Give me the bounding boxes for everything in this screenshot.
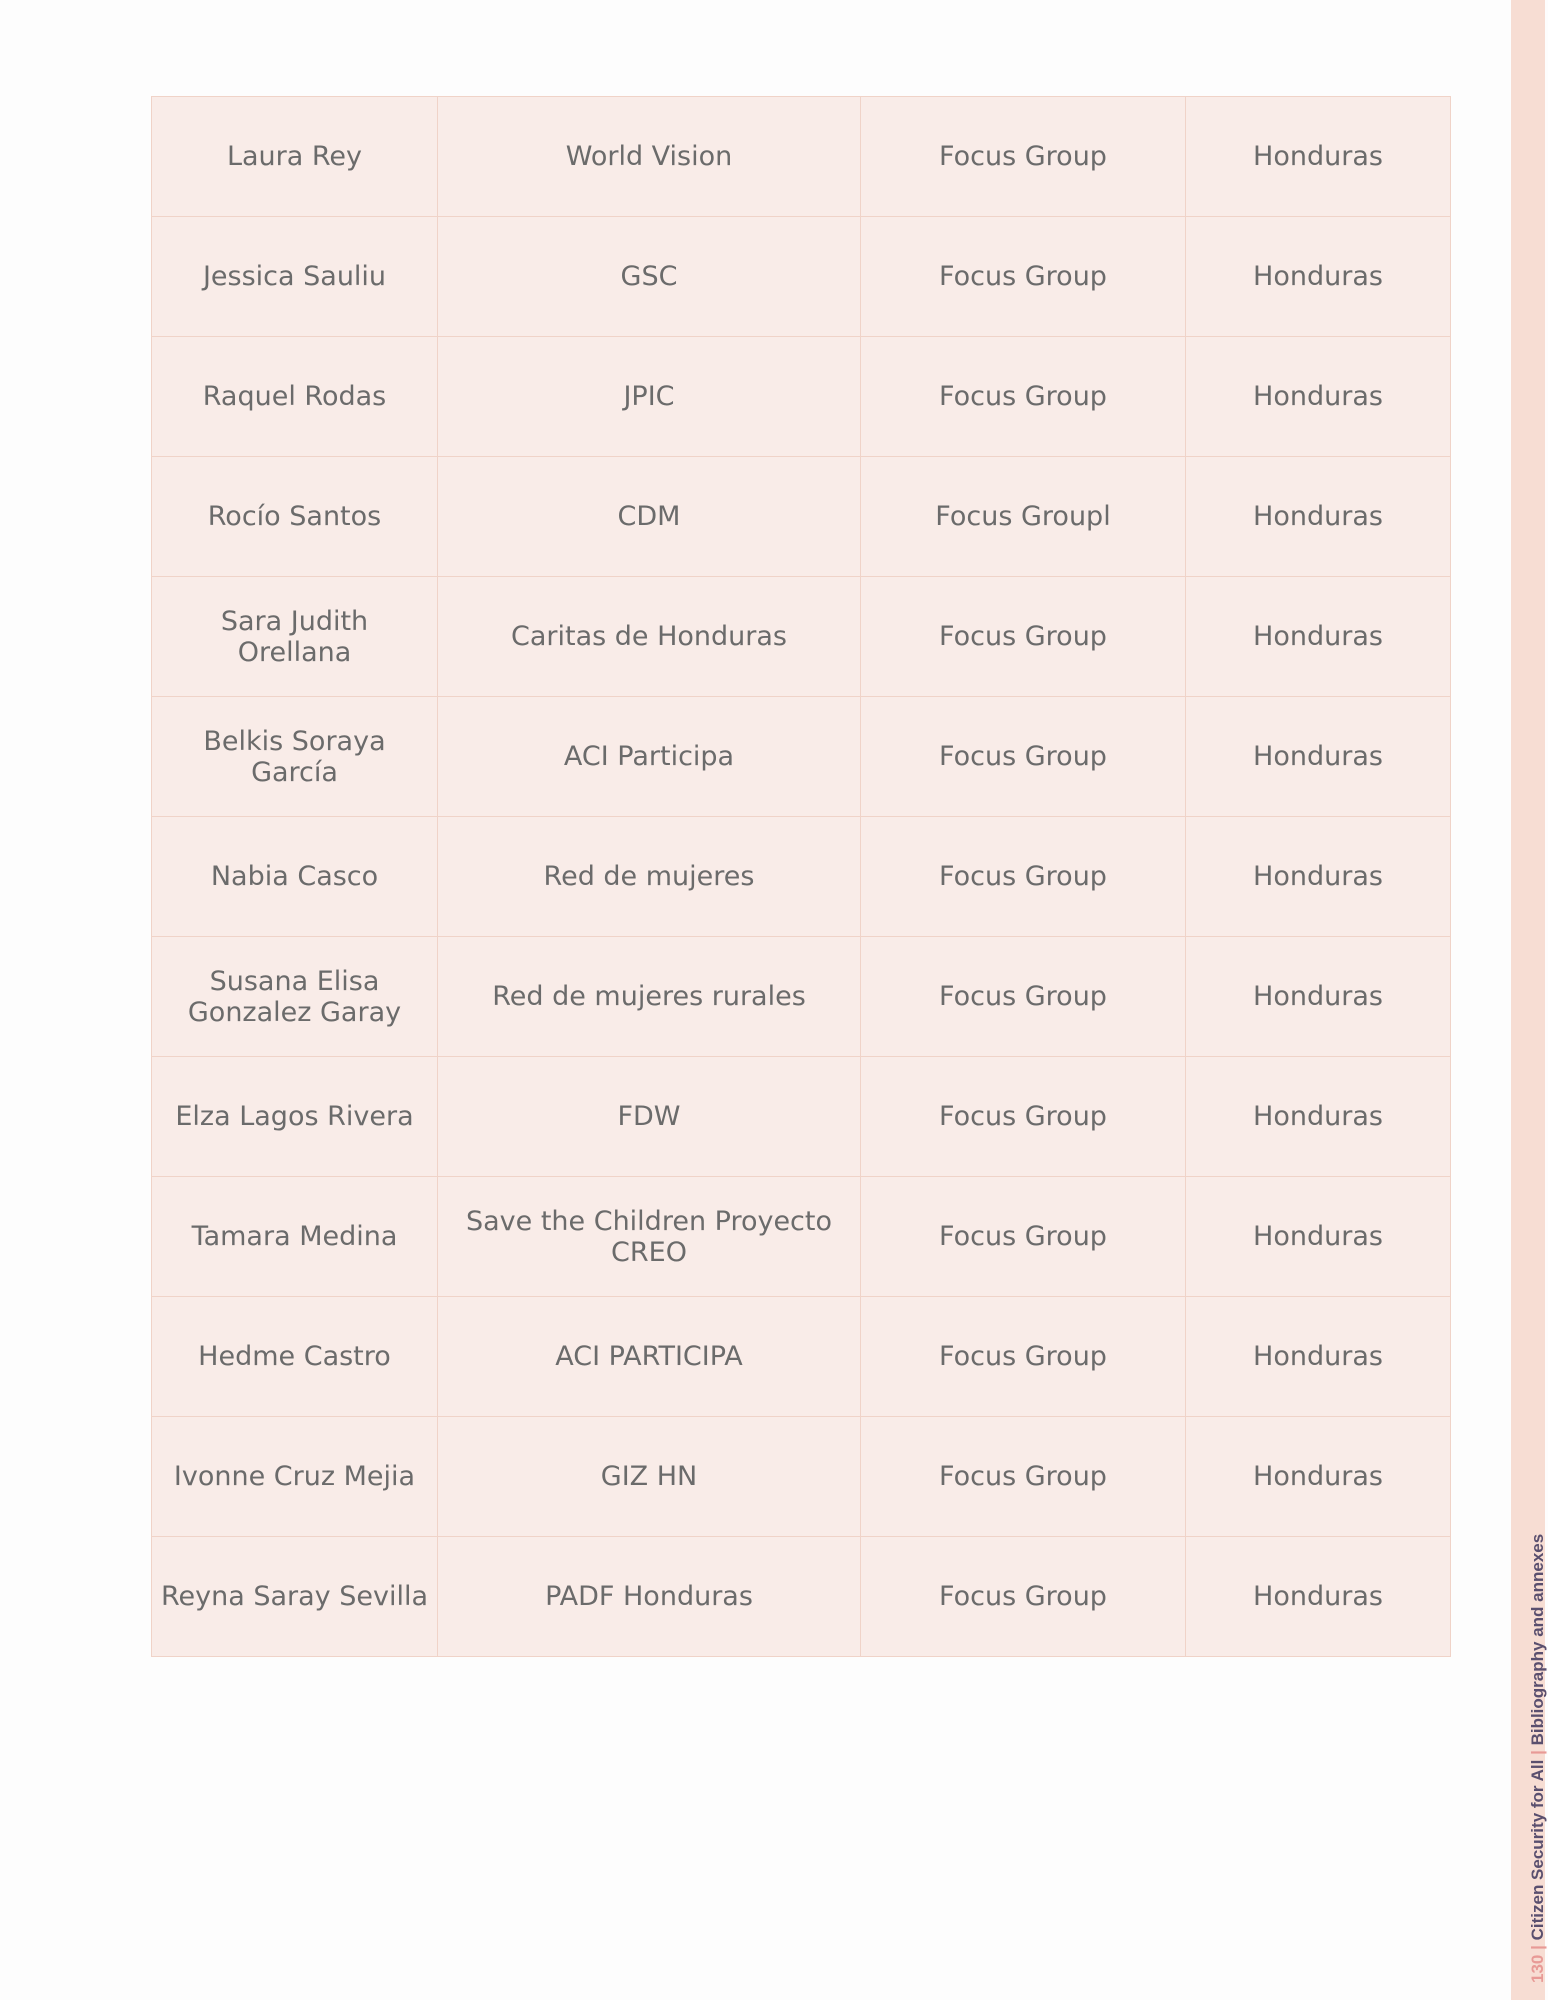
- participant-organization: Save the Children Proyecto CREO: [438, 1177, 861, 1297]
- participation-method: Focus Group: [861, 337, 1186, 457]
- participant-name: Susana Elisa Gonzalez Garay: [152, 937, 438, 1057]
- participant-organization: GSC: [438, 217, 861, 337]
- participant-country: Honduras: [1186, 457, 1451, 577]
- participant-organization: PADF Honduras: [438, 1537, 861, 1657]
- table-row: [152, 457, 1451, 577]
- participant-country: Honduras: [1186, 817, 1451, 937]
- participant-name: Tamara Medina: [152, 1177, 438, 1297]
- participant-name: Raquel Rodas: [152, 337, 438, 457]
- participant-name: Reyna Saray Sevilla: [152, 1537, 438, 1657]
- participant-country: Honduras: [1186, 697, 1451, 817]
- participant-name: Laura Rey: [152, 97, 438, 217]
- participant-country: Honduras: [1186, 97, 1451, 217]
- participation-method: Focus Group: [861, 577, 1186, 697]
- participation-method: Focus Group: [861, 937, 1186, 1057]
- participant-country: Honduras: [1186, 1417, 1451, 1537]
- section-title: Bibliography and annexes: [1528, 1533, 1547, 1746]
- participation-method: Focus Group: [861, 217, 1186, 337]
- table-row: [152, 337, 1451, 457]
- participant-country: Honduras: [1186, 577, 1451, 697]
- participant-organization: World Vision: [438, 97, 861, 217]
- participation-method: Focus Group: [861, 1417, 1186, 1537]
- participant-organization: FDW: [438, 1057, 861, 1177]
- participant-country: Honduras: [1186, 337, 1451, 457]
- table-row: [152, 217, 1451, 337]
- participation-method: Focus Groupl: [861, 457, 1186, 577]
- footer-separator: |: [1528, 1945, 1547, 1950]
- participation-method: Focus Group: [861, 97, 1186, 217]
- table-row: [152, 937, 1451, 1057]
- participant-country: Honduras: [1186, 937, 1451, 1057]
- participant-name: Elza Lagos Rivera: [152, 1057, 438, 1177]
- participation-method: Focus Group: [861, 817, 1186, 937]
- participation-method: Focus Group: [861, 1177, 1186, 1297]
- participation-method: Focus Group: [861, 1537, 1186, 1657]
- participant-name: Sara Judith Orellana: [152, 577, 438, 697]
- table-row: [152, 1297, 1451, 1417]
- running-footer: [1528, 1534, 1548, 1983]
- participant-name: Rocío Santos: [152, 457, 438, 577]
- participant-name: Hedme Castro: [152, 1297, 438, 1417]
- participant-organization: GIZ HN: [438, 1417, 861, 1537]
- participant-country: Honduras: [1186, 1537, 1451, 1657]
- participant-country: Honduras: [1186, 1297, 1451, 1417]
- table-row: [152, 97, 1451, 217]
- participant-organization: ACI PARTICIPA: [438, 1297, 861, 1417]
- participant-organization: Red de mujeres: [438, 817, 861, 937]
- participant-organization: Caritas de Honduras: [438, 577, 861, 697]
- table-row: [152, 1057, 1451, 1177]
- participant-country: Honduras: [1186, 1057, 1451, 1177]
- participant-organization: Red de mujeres rurales: [438, 937, 861, 1057]
- participant-organization: CDM: [438, 457, 861, 577]
- table-row: [152, 1537, 1451, 1657]
- participant-name: Jessica Sauliu: [152, 217, 438, 337]
- participation-method: Focus Group: [861, 697, 1186, 817]
- participant-organization: ACI Participa: [438, 697, 861, 817]
- participation-method: Focus Group: [861, 1297, 1186, 1417]
- participant-country: Honduras: [1186, 1177, 1451, 1297]
- table-row: [152, 1177, 1451, 1297]
- participant-organization: JPIC: [438, 337, 861, 457]
- participants-table: [151, 96, 1451, 1657]
- table-row: [152, 577, 1451, 697]
- table-row: [152, 1417, 1451, 1537]
- footer-separator: |: [1528, 1750, 1547, 1755]
- document-title: Citizen Security for All: [1528, 1759, 1547, 1941]
- table-row: [152, 817, 1451, 937]
- participant-name: Ivonne Cruz Mejia: [152, 1417, 438, 1537]
- participant-country: Honduras: [1186, 217, 1451, 337]
- participant-name: Nabia Casco: [152, 817, 438, 937]
- table-row: [152, 697, 1451, 817]
- participant-name: Belkis Soraya García: [152, 697, 438, 817]
- page-number: 130: [1528, 1954, 1547, 1983]
- participation-method: Focus Group: [861, 1057, 1186, 1177]
